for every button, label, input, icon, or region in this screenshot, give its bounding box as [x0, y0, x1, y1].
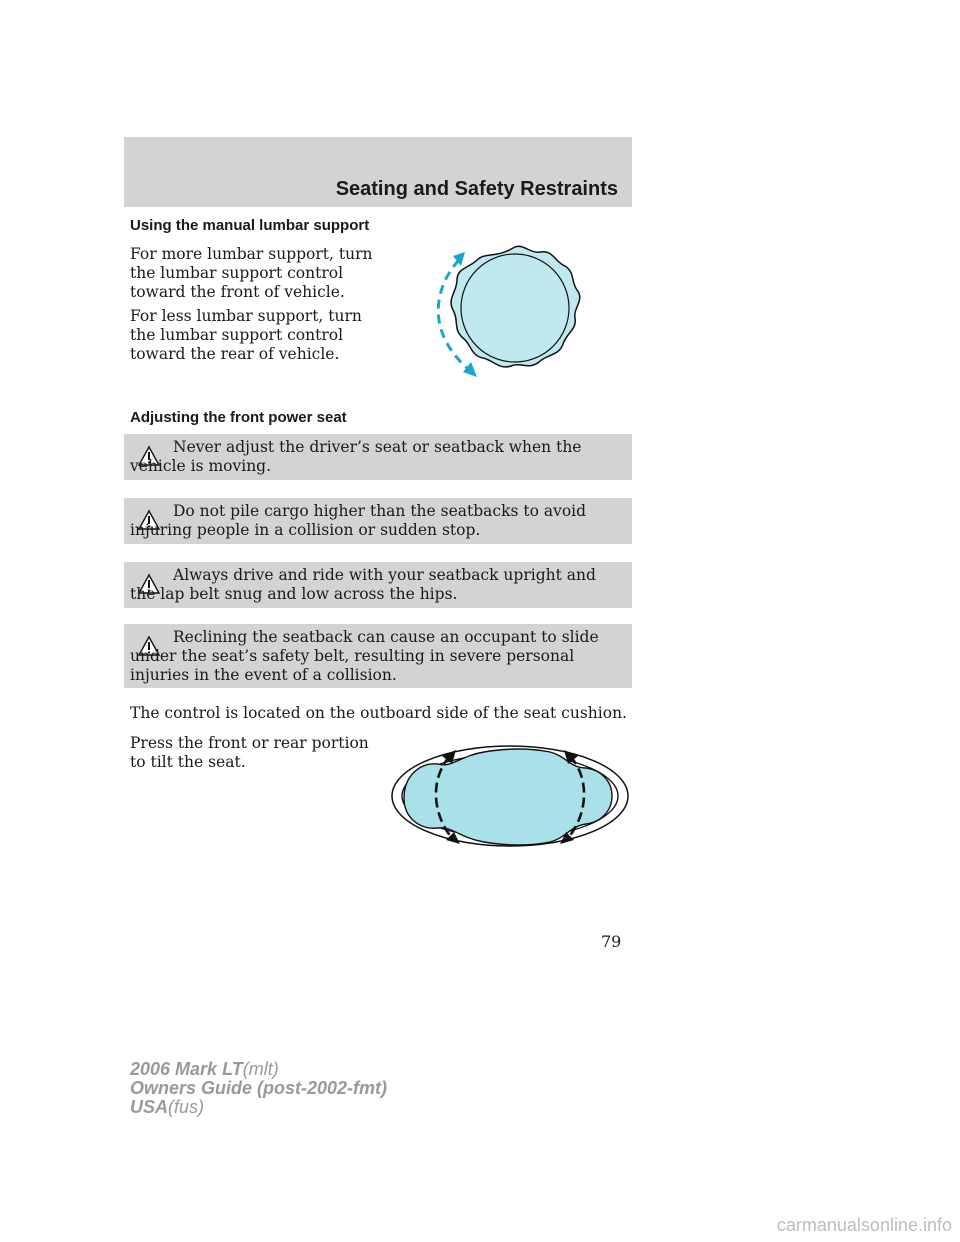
power-seat-heading: Adjusting the front power seat — [130, 409, 347, 426]
warning-text: Always drive and ride with your seatback upright and the lap belt snug and low across the hips. — [130, 566, 596, 603]
lumbar-arrow-head-bottom — [463, 362, 477, 377]
warning-text: Do not pile cargo higher than the seatbacks to avoid injuring people in a collision or sudden stop. — [130, 502, 587, 539]
page-section-title: Seating and Safety Restraints — [335, 178, 618, 200]
warning-box — [124, 434, 632, 480]
footer-guide: Owners Guide (post-2002-fmt) — [130, 1078, 388, 1098]
footer-model: 2006 Mark LT — [130, 1059, 243, 1079]
watermark: carmanualsonline.info — [776, 1215, 952, 1235]
lumbar-heading: Using the manual lumbar support — [130, 217, 370, 234]
footer-market-code: (fus) — [168, 1097, 205, 1117]
footer-market: USA — [130, 1097, 169, 1117]
lumbar-knob-illustration — [425, 240, 595, 390]
document-footer — [130, 1060, 387, 1117]
power-seat-control-illustration — [390, 742, 632, 850]
warning-box — [124, 498, 632, 544]
warning-text: Reclining the seatback can cause an occupant to slide under the seat’s safety belt, resulting in severe personal injuries in the event of a collision. — [130, 628, 599, 684]
footer-line-market — [130, 1098, 387, 1117]
page-number: 79 — [601, 932, 622, 951]
warning-box — [124, 562, 632, 608]
footer-model-code: (mlt) — [242, 1059, 279, 1079]
header-band — [124, 137, 632, 207]
footer-line-model — [130, 1060, 387, 1079]
lumbar-knob-inner — [461, 254, 569, 362]
warning-text: Never adjust the driver’s seat or seatback when the vehicle is moving. — [130, 438, 582, 475]
power-seat-para-tilt: Press the front or rear portion to tilt the seat. — [130, 734, 369, 771]
power-seat-para-location: The control is located on the outboard side of the seat cushion. — [130, 704, 627, 722]
warning-box — [124, 624, 632, 688]
lumbar-para-less: For less lumbar support, turn the lumbar support control toward the rear of vehicle. — [130, 307, 362, 363]
lumbar-para-more: For more lumbar support, turn the lumbar support control toward the front of vehicle. — [130, 245, 373, 301]
